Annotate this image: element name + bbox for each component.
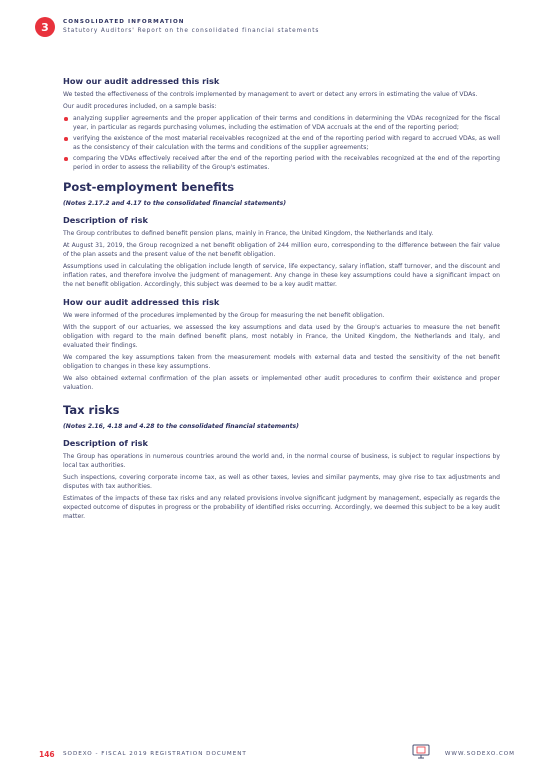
page-footer (35, 750, 515, 762)
post-employment-paragraph: We compared the key assumptions taken from the measurement models with external data and tested the sensitivity of the net benefit obligation to changes in these key assumptions. (63, 354, 500, 370)
vda-paragraph: We tested the effectiveness of the controls implemented by management to avert or detect any errors in estimating the value of VDAs. (63, 91, 478, 98)
list-item: analyzing supplier agreements and the proper application of their terms and conditions in determining the VDAs recognized for the fiscal year, in particular as regards purchasing volumes, including the estimation of VDA accruals at the end of the reporting period; (63, 114, 500, 132)
vda-procedure-list (63, 114, 500, 172)
post-employment-paragraph: We were informed of the procedures implemented by the Group for measuring the net benefit obligation. (63, 312, 385, 319)
list-item: comparing the VDAs effectively received after the end of the reporting period with the receivables recognized at the end of the reporting period in order to assess the reliability of the Group's estimates. (63, 154, 500, 172)
tax-risks-note: (Notes 2.16, 4.18 and 4.28 to the consolidated financial statements) (63, 423, 299, 430)
vda-paragraph: Our audit procedures included, on a sample basis: (63, 103, 217, 110)
tax-paragraph: Estimates of the impacts of these tax risks and any related provisions involve significant judgment by management, especially as regards the expected outcome of disputes in progress or the probability of identified risks occurring. Accordingly, we deemed this subject to be a key audit matter. (63, 495, 501, 520)
post-employment-paragraph: At August 31, 2019, the Group recognized a net benefit obligation of 244 million euro, corresponding to the difference between the fair value of the plan assets and the present value of the net benefit obligation. (63, 242, 500, 258)
vda-audit-heading: How our audit addressed this risk (63, 76, 220, 86)
list-item: verifying the existence of the most material receivables recognized at the end of the reporting period with regard to accrued VDAs, as well as the consistency of their calculation with the terms and conditions of the supplier agreements; (63, 134, 500, 152)
post-employment-paragraph: Assumptions used in calculating the obligation include length of service, life expectancy, salary inflation, staff turnover, and the discount and inflation rates, and therefore involve the judgment of management. Any change in these key assumptions could have a significant impact on the net benefit obligation. Accordingly, this subject was deemed to be a key audit matter. (63, 263, 500, 288)
monitor-icon[interactable] (412, 744, 430, 760)
footer-website-link[interactable]: WWW.SODEXO.COM (444, 751, 515, 757)
tax-paragraph: Such inspections, covering corporate income tax, as well as other taxes, levies and similar payments, may give rise to tax adjustments and disputes with tax authorities. (63, 474, 500, 490)
footer-document-title: SODEXO - FISCAL 2019 REGISTRATION DOCUMENT (63, 751, 247, 757)
post-employment-description-heading: Description of risk (63, 215, 149, 225)
page-header (35, 15, 515, 45)
tax-paragraph: The Group has operations in numerous countries around the world and, in the normal course of business, is subject to regular inspections by local tax authorities. (63, 453, 500, 469)
main-content (63, 76, 500, 524)
tax-description-heading: Description of risk (63, 438, 149, 448)
header-title: CONSOLIDATED INFORMATION (63, 19, 185, 25)
chapter-badge: 3 (35, 17, 55, 37)
post-employment-paragraph: We also obtained external confirmation of the plan assets or implemented other audit procedures to confirm their existence and proper valuation. (63, 375, 500, 391)
header-subtitle: Statutory Auditors' Report on the consolidated financial statements (63, 28, 320, 34)
post-employment-paragraph: With the support of our actuaries, we assessed the key assumptions and data used by the Group's actuaries to measure the net benefit obligation with regard to the main defined benefit plans, most notably in France, the United Kingdom, the Netherlands and Italy, and evaluated their findings. (63, 324, 500, 349)
page-number: 146 (39, 750, 55, 759)
tax-risks-title: Tax risks (63, 403, 120, 417)
post-employment-title: Post-employment benefits (63, 180, 235, 194)
post-employment-paragraph: The Group contributes to defined benefit pension plans, mainly in France, the United Kingdom, the Netherlands and Italy. (63, 230, 434, 237)
post-employment-audit-heading: How our audit addressed this risk (63, 297, 220, 307)
post-employment-note: (Notes 2.17.2 and 4.17 to the consolidated financial statements) (63, 200, 286, 207)
